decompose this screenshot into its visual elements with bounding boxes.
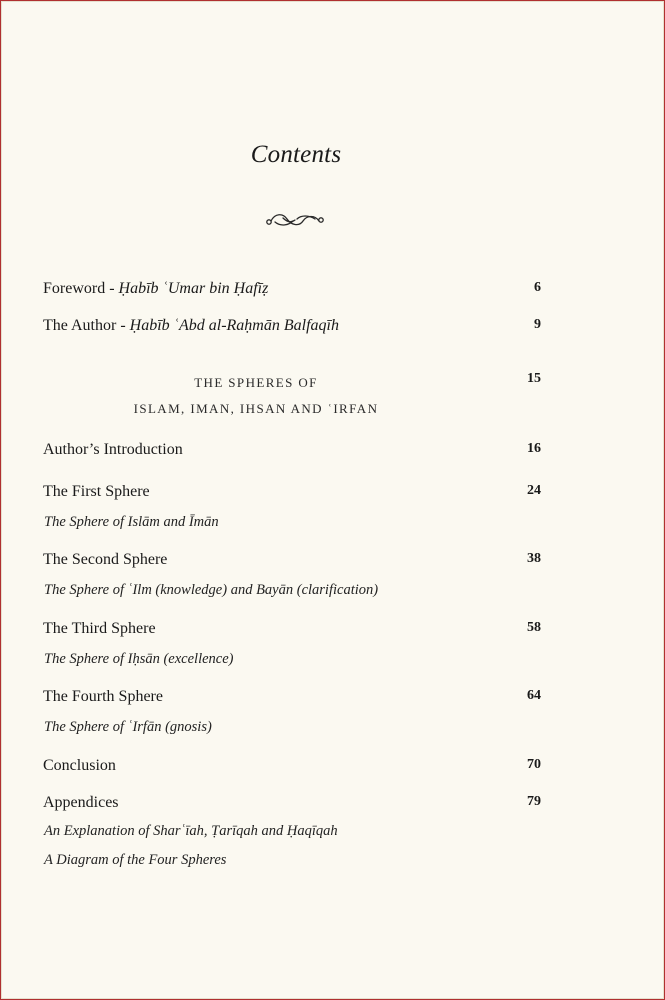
toc-page-number: 58 xyxy=(527,620,541,635)
page-title: Contents xyxy=(250,141,342,168)
toc-entry-author-name: Ḥabīb ʿAbd al-Raḥmān Balfaqīh xyxy=(129,317,339,334)
toc-entry-prefix: Foreword - xyxy=(43,280,119,297)
toc-entry-subtitle[interactable]: A Diagram of the Four Spheres xyxy=(44,852,227,868)
toc-entry-third-sphere[interactable]: The Third Sphere xyxy=(43,620,156,637)
toc-entry-appendices[interactable]: Appendices xyxy=(43,794,119,811)
toc-entry-foreword[interactable] xyxy=(43,280,268,298)
toc-entry-subtitle[interactable]: An Explanation of Sharʿīah, Ṭarīqah and Ḥaqīqah xyxy=(44,823,338,839)
toc-entry-conclusion[interactable]: Conclusion xyxy=(43,757,116,774)
toc-page-number: 79 xyxy=(527,794,541,809)
toc-page-number: 38 xyxy=(527,551,541,566)
toc-entry-subtitle: The Sphere of Iḥsān (excellence) xyxy=(44,651,234,667)
toc-page-number: 15 xyxy=(527,371,541,386)
toc-part-heading-line-2[interactable]: ISLAM, IMAN, IHSAN AND ʿIRFAN xyxy=(133,401,379,416)
toc-entry-authors-introduction[interactable]: Author’s Introduction xyxy=(43,441,183,458)
toc-page-number: 64 xyxy=(527,688,541,703)
toc-entry-author-name: Ḥabīb ʿUmar bin Ḥafīẓ xyxy=(118,280,269,297)
toc-entry-the-author[interactable] xyxy=(43,317,339,335)
toc-page-number: 16 xyxy=(527,441,541,456)
toc-page-number: 70 xyxy=(527,757,541,772)
toc-page-number: 24 xyxy=(527,483,541,498)
toc-entry-prefix: The Author - xyxy=(43,317,130,334)
toc-entry-subtitle: The Sphere of Islām and Īmān xyxy=(44,514,219,530)
toc-entry-fourth-sphere[interactable]: The Fourth Sphere xyxy=(43,688,163,705)
toc-entry-first-sphere[interactable]: The First Sphere xyxy=(43,483,150,500)
toc-entry-subtitle: The Sphere of ʿIlm (knowledge) and Bayān (clarification) xyxy=(44,582,379,598)
toc-part-heading-line-1[interactable]: THE SPHERES OF xyxy=(194,375,318,390)
toc-page-number: 6 xyxy=(534,280,541,295)
toc-entry-subtitle: The Sphere of ʿIrfān (gnosis) xyxy=(44,719,212,735)
toc-entry-second-sphere[interactable]: The Second Sphere xyxy=(43,551,168,568)
toc-page-number: 9 xyxy=(534,317,541,332)
flourish-ornament-icon xyxy=(263,209,327,231)
